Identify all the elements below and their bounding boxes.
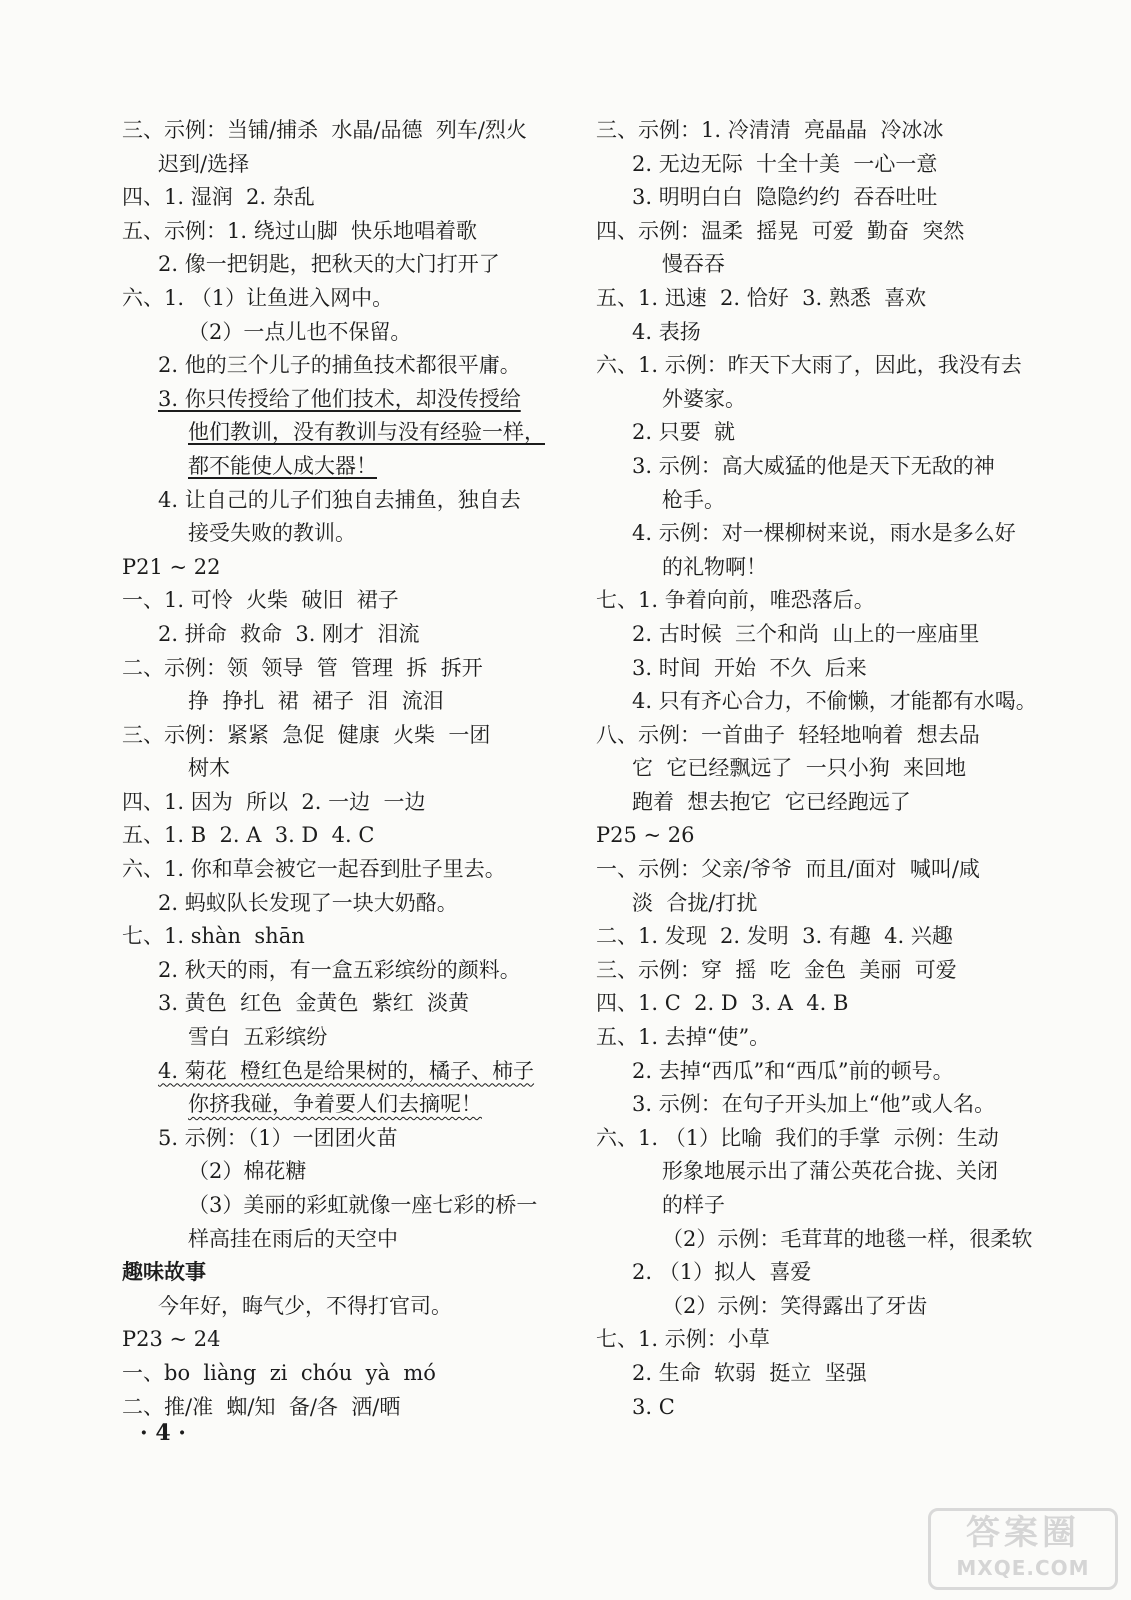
answer-line — [596, 248, 1036, 282]
answer-text: 2. 秋天的雨，有一盒五彩缤纷的颜料。 — [158, 957, 521, 982]
answer-line — [596, 148, 1036, 182]
right-answer-column — [596, 114, 1036, 1424]
answer-text: 4. 菊花 橙红色是给果树的，橘子、柿子 — [158, 1058, 535, 1083]
answer-line — [122, 1391, 562, 1425]
answer-line — [122, 450, 562, 484]
answer-line — [596, 752, 1036, 786]
answer-line — [596, 383, 1036, 417]
answer-line — [596, 652, 1036, 686]
answer-text: 2. （1）拟人 喜爱 — [632, 1260, 812, 1285]
answer-text: 他们教训，没有教训与没有经验一样， — [188, 420, 545, 445]
answer-line — [596, 987, 1036, 1021]
answer-text: 枪手。 — [662, 487, 725, 512]
answer-text: 五、1. 去掉“使”。 — [596, 1025, 771, 1050]
answer-line — [122, 416, 562, 450]
answer-text: 八、示例：一首曲子 轻轻地响着 想去品 — [596, 722, 980, 747]
answer-line — [122, 1290, 562, 1324]
answer-text: 都不能使人成大器！ — [188, 453, 377, 478]
answer-line — [596, 1323, 1036, 1357]
answer-line — [122, 954, 562, 988]
answer-text: 一、bo liàng zi chóu yà mó — [122, 1360, 436, 1385]
answer-line — [122, 1189, 562, 1223]
page-number: · 4 · — [140, 1420, 186, 1446]
answer-text: 一、示例：父亲/爷爷 而且/面对 喊叫/咸 — [596, 857, 980, 882]
answer-line — [596, 349, 1036, 383]
answer-line — [122, 1357, 562, 1391]
answer-line — [122, 1155, 562, 1189]
answer-line — [596, 1223, 1036, 1257]
answer-line — [122, 215, 562, 249]
answer-text: P21 ~ 22 — [122, 554, 221, 579]
answer-line — [122, 786, 562, 820]
answer-text: 趣味故事 — [122, 1260, 206, 1285]
answer-text: 你挤我碰，争着要人们去摘呢！ — [188, 1092, 482, 1117]
answer-text: 四、示例：温柔 摇晃 可爱 勤奋 突然 — [596, 218, 965, 243]
answer-line — [122, 248, 562, 282]
answer-text: 淡 合拢/打扰 — [632, 890, 758, 915]
answer-line — [122, 282, 562, 316]
answer-line — [122, 484, 562, 518]
answer-text: 六、1. （1）比喻 我们的手掌 示例：生动 — [596, 1125, 999, 1150]
answer-text: 3. 示例：高大威猛的他是天下无敌的神 — [632, 453, 995, 478]
answer-line — [122, 1256, 562, 1290]
answer-line — [122, 1021, 562, 1055]
answer-text: 接受失败的教训。 — [188, 521, 356, 546]
answer-text: 六、1. （1）让鱼进入网中。 — [122, 285, 394, 310]
answer-text: 4. 只有齐心合力，不偷懒，才能都有水喝。 — [632, 689, 1037, 714]
answer-text: 三、示例：当铺/捕杀 水晶/品德 列车/烈火 — [122, 118, 527, 142]
answer-line — [122, 1223, 562, 1257]
answer-text: 样高挂在雨后的天空中 — [188, 1226, 398, 1251]
answer-text: 树木 — [188, 756, 230, 781]
answer-text: 五、示例：1. 绕过山脚 快乐地唱着歌 — [122, 218, 478, 243]
answer-text: 六、1. 示例：昨天下大雨了，因此，我没有去 — [596, 353, 1022, 378]
answer-line — [122, 383, 562, 417]
answer-line — [122, 719, 562, 753]
answer-line — [596, 1021, 1036, 1055]
answer-text: 2. 去掉“西瓜”和“西瓜”前的顿号。 — [632, 1058, 954, 1083]
answer-line — [122, 887, 562, 921]
answer-text: 2. 只要 就 — [632, 420, 736, 445]
answer-text: 五、1. 迅速 2. 恰好 3. 熟悉 喜欢 — [596, 285, 927, 310]
answer-line — [596, 719, 1036, 753]
answer-line — [122, 685, 562, 719]
answer-text: 七、1. 示例：小草 — [596, 1327, 770, 1352]
answer-line — [122, 181, 562, 215]
answer-line — [596, 618, 1036, 652]
answer-line — [122, 987, 562, 1021]
answer-text: 的样子 — [662, 1193, 725, 1217]
answer-text: 2. 蚂蚁队长发现了一块大奶酪。 — [158, 890, 458, 915]
answer-line — [122, 920, 562, 954]
answer-line — [596, 1391, 1036, 1425]
answer-line — [596, 282, 1036, 316]
answer-text: P25 ~ 26 — [596, 823, 695, 848]
answer-line — [122, 1323, 562, 1357]
answer-text: 迟到/选择 — [158, 151, 250, 176]
answer-line — [596, 114, 1036, 148]
answer-line — [596, 1189, 1036, 1223]
answer-line — [596, 954, 1036, 988]
answer-text: 4. 示例：对一棵柳树来说，雨水是多么好 — [632, 521, 1016, 546]
answer-line — [122, 1055, 562, 1089]
answer-text: 4. 让自己的儿子们独自去捕鱼，独自去 — [158, 487, 521, 512]
answer-text: 3. 黄色 红色 金黄色 紫红 淡黄 — [158, 991, 470, 1016]
answer-line — [122, 349, 562, 383]
answer-line — [596, 685, 1036, 719]
answer-text: 一、1. 可怜 火柴 破旧 裙子 — [122, 588, 399, 613]
answer-line — [122, 652, 562, 686]
answer-text: 三、示例：1. 冷清清 亮晶晶 冷冰冰 — [596, 118, 944, 142]
answer-text: 二、1. 发现 2. 发明 3. 有趣 4. 兴趣 — [596, 924, 953, 949]
answer-line — [596, 1088, 1036, 1122]
answer-text: 3. 示例：在句子开头加上“他”或人名。 — [632, 1092, 996, 1117]
answer-text: 4. 表扬 — [632, 319, 701, 344]
answer-line — [122, 584, 562, 618]
answer-line — [596, 584, 1036, 618]
answer-text: 外婆家。 — [662, 386, 746, 411]
answer-text: 七、1. shàn shān — [122, 924, 305, 949]
answer-text: 七、1. 争着向前，唯恐落后。 — [596, 588, 875, 613]
answer-text: 四、1. 因为 所以 2. 一边 一边 — [122, 789, 426, 814]
answer-line — [596, 819, 1036, 853]
answer-text: 2. 古时候 三个和尚 山上的一座庙里 — [632, 621, 980, 646]
answer-text: （2）一点儿也不保留。 — [188, 319, 412, 344]
answer-line — [596, 887, 1036, 921]
answer-line — [596, 215, 1036, 249]
answer-text: 5. 示例：（1）一团团火苗 — [158, 1125, 398, 1150]
answer-text: 挣 挣扎 裙 裙子 泪 流泪 — [188, 689, 444, 714]
answer-line — [596, 484, 1036, 518]
answer-line — [596, 853, 1036, 887]
answer-text: 3. 明明白白 隐隐约约 吞吞吐吐 — [632, 185, 938, 210]
answer-line — [122, 819, 562, 853]
answer-line — [596, 1055, 1036, 1089]
answer-line — [596, 1256, 1036, 1290]
answer-text: （2）示例：笑得露出了牙齿 — [662, 1293, 928, 1318]
answer-text: 三、示例：穿 摇 吃 金色 美丽 可爱 — [596, 957, 957, 982]
answer-line — [596, 416, 1036, 450]
answer-line — [596, 920, 1036, 954]
answer-line — [122, 1088, 562, 1122]
answer-text: 四、1. 湿润 2. 杂乱 — [122, 185, 315, 210]
answer-text: 3. 你只传授给了他们技术，却没传授给 — [158, 386, 521, 411]
watermark-title: 答案圈 — [966, 1513, 1080, 1553]
answer-text: 慢吞吞 — [662, 252, 725, 277]
answer-text: 二、示例：领 领导 管 管理 拆 拆开 — [122, 655, 483, 680]
answer-text: 二、推/准 蜘/知 备/各 洒/晒 — [122, 1394, 401, 1419]
answer-text: （2）棉花糖 — [188, 1159, 307, 1184]
answer-line — [122, 148, 562, 182]
answer-text: （2）示例：毛茸茸的地毯一样，很柔软 — [662, 1226, 1033, 1251]
answer-text: 2. 生命 软弱 挺立 坚强 — [632, 1360, 867, 1385]
watermark-url: MXQE.COM — [956, 1556, 1090, 1580]
answer-text: 2. 拼命 救命 3. 刚才 泪流 — [158, 621, 420, 646]
answer-text: 3. C — [632, 1394, 675, 1419]
answer-line — [122, 114, 562, 148]
answer-text: 跑着 想去抱它 它已经跑远了 — [632, 789, 911, 814]
answer-text: 形象地展示出了蒲公英花合拢、关闭 — [662, 1159, 998, 1184]
answer-line — [122, 853, 562, 887]
answer-text: P23 ~ 24 — [122, 1327, 221, 1352]
answer-text: 3. 时间 开始 不久 后来 — [632, 655, 867, 680]
answer-line — [596, 551, 1036, 585]
answer-line — [596, 1290, 1036, 1324]
answer-text: 的礼物啊！ — [662, 554, 767, 579]
answer-text: 它 它已经飘远了 一只小狗 来回地 — [632, 756, 967, 781]
answer-text: 2. 无边无际 十全十美 一心一意 — [632, 151, 938, 176]
watermark-logo — [928, 1508, 1118, 1590]
answer-line — [596, 1357, 1036, 1391]
answer-line — [122, 517, 562, 551]
answer-text: 雪白 五彩缤纷 — [188, 1025, 328, 1050]
answer-line — [596, 1155, 1036, 1189]
answer-text: 2. 他的三个儿子的捕鱼技术都很平庸。 — [158, 353, 521, 378]
answer-line — [596, 786, 1036, 820]
answer-text: 五、1. B 2. A 3. D 4. C — [122, 823, 375, 848]
left-answer-column — [122, 114, 562, 1424]
answer-line — [596, 517, 1036, 551]
answer-text: （3）美丽的彩虹就像一座七彩的桥一 — [188, 1193, 538, 1217]
answer-text: 三、示例：紧紧 急促 健康 火柴 一团 — [122, 722, 491, 747]
answer-line — [596, 181, 1036, 215]
answer-line — [596, 450, 1036, 484]
answer-text: 今年好，晦气少，不得打官司。 — [158, 1293, 452, 1318]
answer-line — [596, 1122, 1036, 1156]
answer-line — [122, 752, 562, 786]
answer-line — [122, 1122, 562, 1156]
answer-text: 2. 像一把钥匙，把秋天的大门打开了 — [158, 252, 500, 277]
answer-text: 四、1. C 2. D 3. A 4. B — [596, 991, 849, 1016]
answer-line — [122, 551, 562, 585]
answer-line — [122, 316, 562, 350]
answer-line — [122, 618, 562, 652]
answer-line — [596, 316, 1036, 350]
answer-text: 六、1. 你和草会被它一起吞到肚子里去。 — [122, 857, 506, 882]
